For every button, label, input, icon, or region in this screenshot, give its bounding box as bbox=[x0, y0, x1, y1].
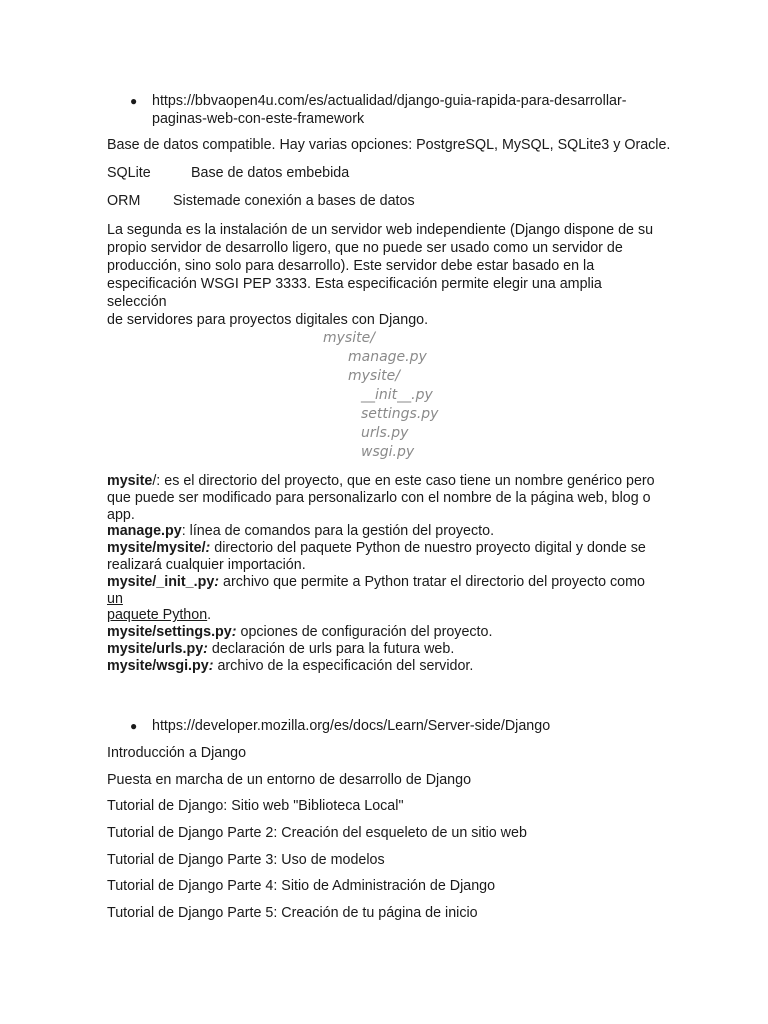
explain-mysite-line2: que puede ser modificado para personalizarlo con el nombre de la página web, blog o bbox=[107, 489, 651, 506]
bullet-url-1[interactable] bbox=[152, 92, 626, 128]
def-orm-desc: Sistemade conexión a bases de datos bbox=[173, 193, 415, 209]
tree-wsgi: wsgi.py bbox=[361, 444, 415, 460]
explain-inner: mysite/mysite/: directorio del paquete Python de nuestro proyecto digital y donde se bbox=[107, 540, 646, 557]
explain-manage: manage.py: línea de comandos para la gestión del proyecto. bbox=[107, 523, 495, 540]
paragraph-line: La segunda es la instalación de un servidor web independiente (Django dispone de su bbox=[107, 222, 654, 238]
list-item: Puesta en marcha de un entorno de desarrollo de Django bbox=[107, 772, 472, 788]
bullet-url-2[interactable]: https://developer.mozilla.org/es/docs/Learn/Server-side/Django bbox=[152, 718, 551, 734]
url-line-2: paginas-web-con-este-framework bbox=[152, 111, 365, 127]
url-line-1: https://bbvaopen4u.com/es/actualidad/django-guia-rapida-para-desarrollar- bbox=[152, 93, 627, 109]
paragraph-line: de servidores para proyectos digitales con Django. bbox=[107, 312, 429, 328]
list-item: Tutorial de Django: Sitio web "Biblioteca Local" bbox=[107, 798, 404, 814]
explain-init-line2: paquete Python. bbox=[107, 607, 212, 624]
explain-mysite-line3: app. bbox=[107, 506, 135, 523]
explain-inner-line2: realizará cualquier importación. bbox=[107, 556, 306, 573]
tree-settings: settings.py bbox=[361, 406, 439, 422]
list-item: Tutorial de Django Parte 3: Uso de modelos bbox=[107, 852, 385, 868]
explain-mysite: mysite/: es el directorio del proyecto, que en este caso tiene un nombre genérico pero bbox=[107, 473, 655, 489]
server-paragraph bbox=[107, 221, 657, 329]
def-sqlite-term: SQLite bbox=[107, 165, 151, 181]
list-item: Tutorial de Django Parte 5: Creación de tu página de inicio bbox=[107, 905, 478, 921]
bullet-dot: ● bbox=[130, 94, 138, 108]
paragraph-line: especificación WSGI PEP 3333. Esta especificación permite elegir una amplia selección bbox=[107, 276, 602, 310]
tree-manage: manage.py bbox=[348, 349, 427, 365]
explain-settings: mysite/settings.py: opciones de configuración del proyecto. bbox=[107, 624, 493, 641]
tree-root: mysite/ bbox=[323, 330, 375, 346]
explain-init: mysite/_init_.py: archivo que permite a Python tratar el directorio del proyecto como un bbox=[107, 573, 645, 607]
explain-wsgi: mysite/wsgi.py: archivo de la especificación del servidor. bbox=[107, 657, 474, 674]
tree-urls: urls.py bbox=[361, 425, 409, 441]
paragraph-line: propio servidor de desarrollo ligero, que no puede ser usado como un servidor de bbox=[107, 240, 623, 256]
list-item: Tutorial de Django Parte 4: Sitio de Administración de Django bbox=[107, 878, 496, 894]
tree-inner-folder: mysite/ bbox=[348, 368, 400, 384]
def-sqlite-desc: Base de datos embebida bbox=[191, 165, 350, 181]
bullet-dot: ● bbox=[130, 719, 138, 733]
tree-init: __init__.py bbox=[361, 387, 433, 403]
explanations bbox=[107, 473, 657, 675]
def-orm-term: ORM bbox=[107, 193, 141, 209]
python-package-link[interactable]: un bbox=[107, 590, 123, 607]
database-line: Base de datos compatible. Hay varias opciones: PostgreSQL, MySQL, SQLite3 y Oracle. bbox=[107, 137, 671, 153]
list-item: Introducción a Django bbox=[107, 745, 247, 761]
python-package-link[interactable]: paquete Python bbox=[107, 607, 208, 624]
list-item: Tutorial de Django Parte 2: Creación del esqueleto de un sitio web bbox=[107, 825, 527, 841]
paragraph-line: producción, sino solo para desarrollo). Este servidor debe estar basado en la bbox=[107, 258, 595, 274]
explain-urls: mysite/urls.py: declaración de urls para la futura web. bbox=[107, 640, 455, 657]
